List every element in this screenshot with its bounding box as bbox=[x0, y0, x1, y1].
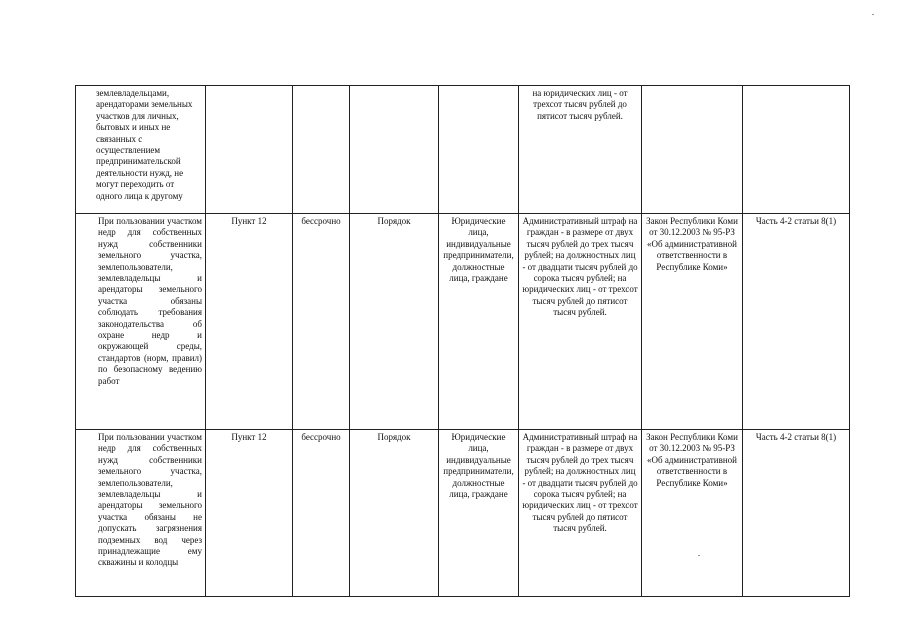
row-3-law bbox=[642, 430, 743, 597]
table-row bbox=[76, 430, 850, 597]
row-1-description bbox=[76, 86, 206, 214]
penalty-text: Административный штраф на граждан - в размере от двух тысяч рублей до трех тысяч рублей; на должностных лиц - от двадцати тысяч рублей до сорока тысяч рублей; на юридических лиц - от трехсот тысяч рублей до пятисот тысяч рублей. bbox=[522, 216, 638, 318]
penalty-text: Административный штраф на граждан - в размере от двух тысяч рублей до трех тысяч рублей; на должностных лиц - от двадцати тысяч рублей до сорока тысяч рублей; на юридических лиц - от трехсот тысяч рублей до пятисот тысяч рублей. bbox=[522, 432, 638, 534]
article-text: Часть 4-2 статьи 8(1) bbox=[755, 216, 837, 226]
row-3-item bbox=[206, 430, 293, 597]
subjects-text: Юридические лица, индивидуальные предприниматели, должностные лица, граждане bbox=[443, 432, 514, 500]
table-row bbox=[76, 214, 850, 430]
row-3-penalty bbox=[519, 430, 642, 597]
term-text: бессрочно bbox=[301, 432, 341, 442]
row-2-penalty bbox=[519, 214, 642, 430]
item-text: Пункт 12 bbox=[231, 216, 267, 226]
row-2-term bbox=[293, 214, 350, 430]
table-row bbox=[76, 86, 850, 214]
law-text: Закон Республики Коми от 30.12.2003 № 95-РЗ «Об административной ответственности в Республике Коми» bbox=[646, 216, 738, 272]
item-text: Пункт 12 bbox=[231, 432, 267, 442]
row-3-article bbox=[743, 430, 850, 597]
law-text: Закон Республики Коми от 30.12.2003 № 95-РЗ «Об административной ответственности в Республике Коми» bbox=[646, 432, 738, 488]
row-2-description bbox=[76, 214, 206, 430]
row-2-subjects bbox=[439, 214, 519, 430]
row-1-article bbox=[743, 86, 850, 214]
row-3-subjects bbox=[439, 430, 519, 597]
row-1-procedure bbox=[350, 86, 439, 214]
procedure-text: Порядок bbox=[377, 432, 411, 442]
article-text: Часть 4-2 статьи 8(1) bbox=[755, 432, 837, 442]
row-2-law bbox=[642, 214, 743, 430]
requirements-table bbox=[75, 85, 850, 597]
scan-speck bbox=[872, 14, 874, 15]
row-3-term bbox=[293, 430, 350, 597]
row-1-item bbox=[206, 86, 293, 214]
row-1-term bbox=[293, 86, 350, 214]
scan-speck bbox=[698, 555, 700, 556]
row-2-procedure bbox=[350, 214, 439, 430]
row-1-law bbox=[642, 86, 743, 214]
row-2-item bbox=[206, 214, 293, 430]
procedure-text: Порядок bbox=[377, 216, 411, 226]
term-text: бессрочно bbox=[301, 216, 341, 226]
row-3-procedure bbox=[350, 430, 439, 597]
row-3-description bbox=[76, 430, 206, 597]
row-1-subjects bbox=[439, 86, 519, 214]
row-1-penalty bbox=[519, 86, 642, 214]
description-text: При пользовании участком недр для собственных нужд собственники земельного участка, землепользователи, землевладельцы и арендаторы земельного участка обязаны соблюдать требования законодательства об охране недр и окружающей среды, стандартов (норм, правил) по безопасному ведению работ bbox=[98, 216, 202, 386]
description-text: землевладельцами, арендаторами земельных участков для личных, бытовых и иных не связанных с осуществлением предпринимательской деятельности нужд, не могут переходить от одного лица к другому bbox=[96, 88, 193, 201]
description-text: При пользовании участком недр для собственных нужд собственники земельного участка, землепользователи, землевладельцы и арендаторы земельного участка обязаны не допускать загрязнения подземных вод через принадлежащие ему скважины и колодцы bbox=[98, 432, 202, 568]
row-2-article bbox=[743, 214, 850, 430]
penalty-text: на юридических лиц - от трехсот тысяч рублей до пятисот тысяч рублей. bbox=[532, 88, 628, 121]
subjects-text: Юридические лица, индивидуальные предприниматели, должностные лица, граждане bbox=[443, 216, 514, 284]
